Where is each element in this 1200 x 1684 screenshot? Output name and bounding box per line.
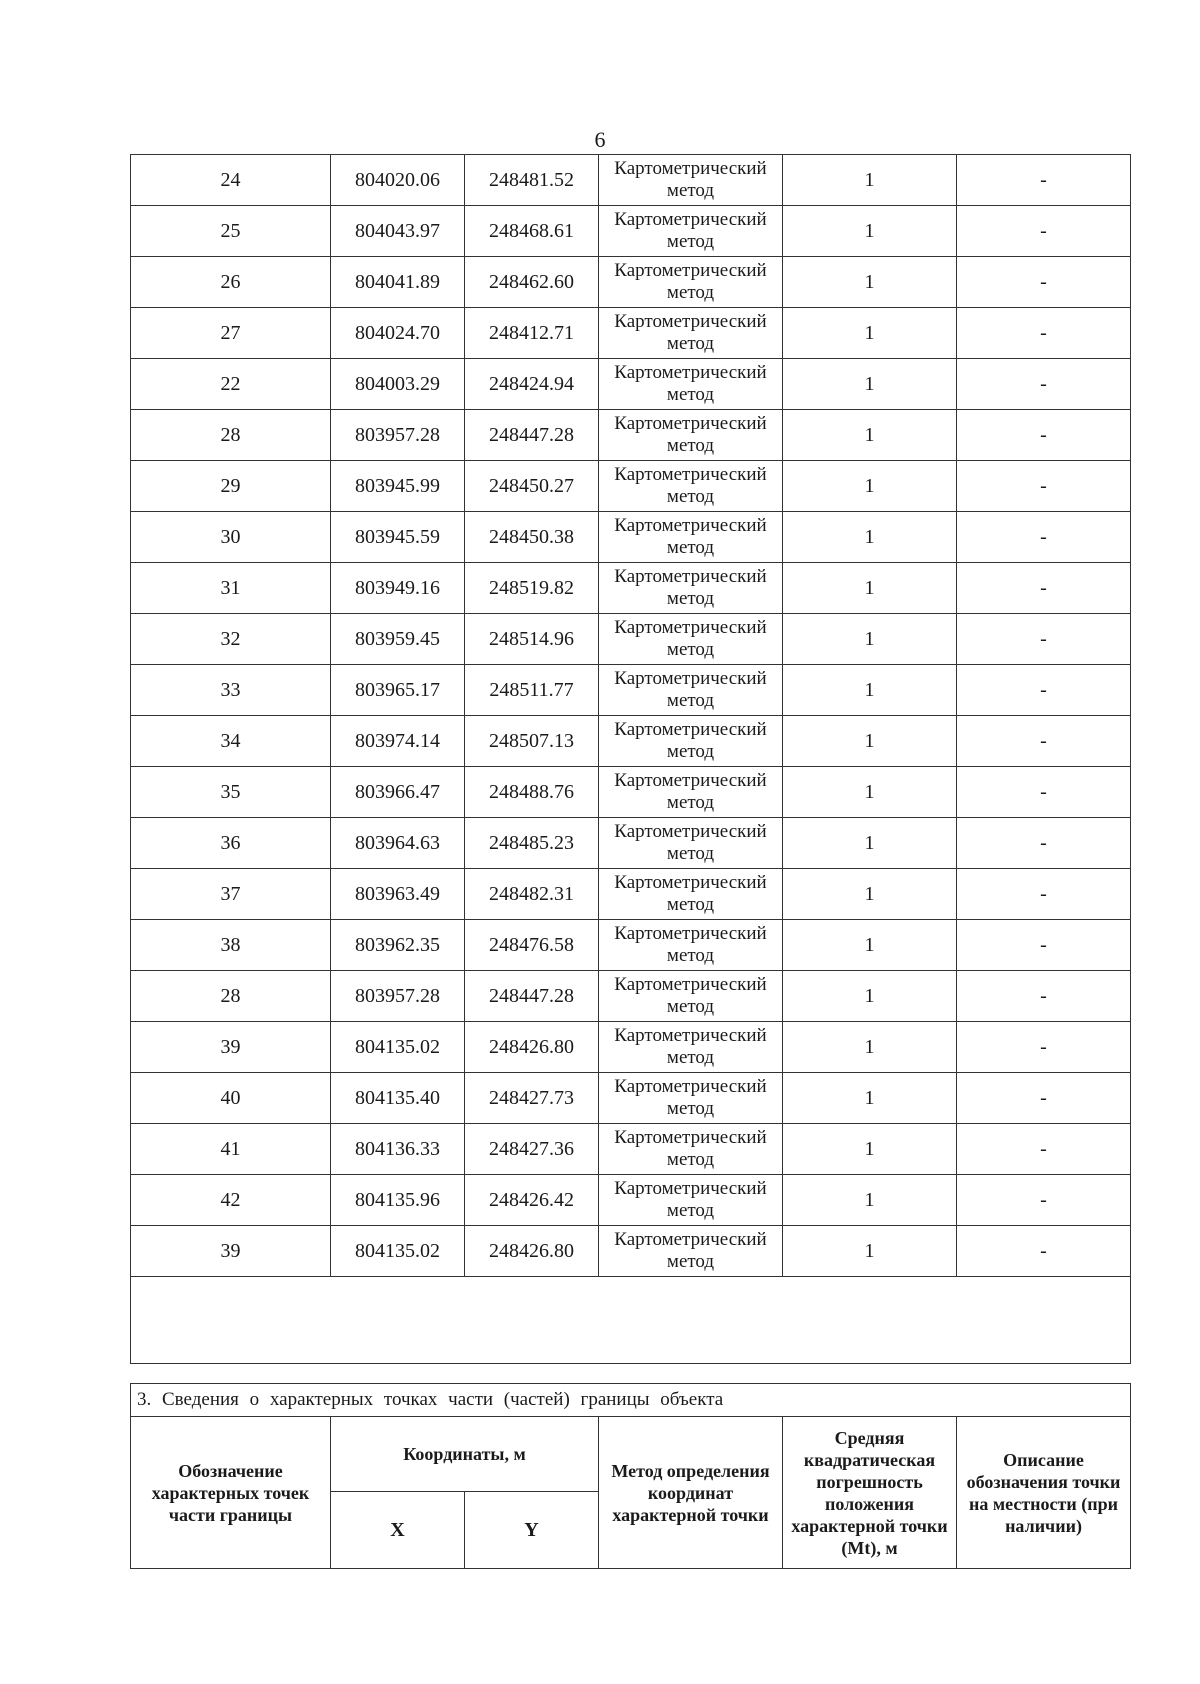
cell-accuracy: 1: [783, 1124, 957, 1175]
cell-y: 248427.36: [465, 1124, 599, 1175]
cell-description: -: [957, 1022, 1131, 1073]
table-row: [131, 971, 1131, 1022]
cell-accuracy: 1: [783, 563, 957, 614]
table-row: [131, 818, 1131, 869]
cell-point-number: 24: [131, 155, 331, 206]
cell-x: 803957.28: [331, 971, 465, 1022]
method-line2: метод: [666, 435, 715, 456]
cell-x: 804043.97: [331, 206, 465, 257]
cell-method: [599, 971, 783, 1022]
cell-description: -: [957, 512, 1131, 563]
cell-method: [599, 308, 783, 359]
cell-description: -: [957, 767, 1131, 818]
cell-point-number: 28: [131, 410, 331, 461]
cell-y: 248427.73: [465, 1073, 599, 1124]
cell-x: 803945.59: [331, 512, 465, 563]
cell-description: -: [957, 155, 1131, 206]
cell-method: [599, 359, 783, 410]
cell-x: 803964.63: [331, 818, 465, 869]
cell-y: 248447.28: [465, 971, 599, 1022]
cell-x: 804135.40: [331, 1073, 465, 1124]
cell-accuracy: 1: [783, 1022, 957, 1073]
method-line1: Картометрический: [614, 719, 767, 740]
cell-method: [599, 614, 783, 665]
cell-description: -: [957, 461, 1131, 512]
cell-y: 248511.77: [465, 665, 599, 716]
page-number: 6: [594, 127, 606, 152]
cell-method: [599, 512, 783, 563]
method-line1: Картометрический: [614, 821, 767, 842]
cell-x: 804024.70: [331, 308, 465, 359]
method-line1: Картометрический: [614, 209, 767, 230]
table-row: [131, 1226, 1131, 1277]
cell-x: 803965.17: [331, 665, 465, 716]
cell-description: -: [957, 359, 1131, 410]
header-method: Метод определения координат характерной точки: [599, 1417, 783, 1569]
cell-description: -: [957, 614, 1131, 665]
method-line2: метод: [666, 945, 715, 966]
boundary-points-table: [130, 154, 1131, 1364]
cell-description: -: [957, 308, 1131, 359]
cell-y: 248424.94: [465, 359, 599, 410]
cell-point-number: 30: [131, 512, 331, 563]
cell-x: 803966.47: [331, 767, 465, 818]
cell-y: 248476.58: [465, 920, 599, 971]
cell-x: 803962.35: [331, 920, 465, 971]
table-row: [131, 665, 1131, 716]
method-line2: метод: [666, 741, 715, 762]
cell-method: [599, 155, 783, 206]
cell-point-number: 37: [131, 869, 331, 920]
method-line1: Картометрический: [614, 566, 767, 587]
cell-method: [599, 410, 783, 461]
method-line2: метод: [666, 792, 715, 813]
cell-description: -: [957, 665, 1131, 716]
method-line1: Картометрический: [614, 311, 767, 332]
header-description: Описание обозначения точки на местности (при наличии): [957, 1417, 1131, 1569]
cell-x: 803957.28: [331, 410, 465, 461]
cell-accuracy: 1: [783, 461, 957, 512]
method-line1: Картометрический: [614, 974, 767, 995]
cell-description: -: [957, 971, 1131, 1022]
method-line1: Картометрический: [614, 515, 767, 536]
cell-description: -: [957, 920, 1131, 971]
cell-accuracy: 1: [783, 716, 957, 767]
cell-x: 803949.16: [331, 563, 465, 614]
method-line2: метод: [666, 894, 715, 915]
cell-x: 803945.99: [331, 461, 465, 512]
cell-accuracy: 1: [783, 818, 957, 869]
cell-accuracy: 1: [783, 206, 957, 257]
cell-accuracy: 1: [783, 155, 957, 206]
cell-point-number: 29: [131, 461, 331, 512]
cell-description: -: [957, 410, 1131, 461]
method-line2: метод: [666, 1047, 715, 1068]
cell-description: -: [957, 818, 1131, 869]
cell-description: -: [957, 206, 1131, 257]
cell-point-number: 38: [131, 920, 331, 971]
table-row: [131, 716, 1131, 767]
method-line1: Картометрический: [614, 158, 767, 179]
cell-method: [599, 206, 783, 257]
cell-accuracy: 1: [783, 869, 957, 920]
cell-description: -: [957, 1073, 1131, 1124]
cell-x: 803974.14: [331, 716, 465, 767]
method-line2: метод: [666, 1149, 715, 1170]
header-y: Y: [465, 1492, 599, 1569]
method-line1: Картометрический: [614, 770, 767, 791]
table-row: [131, 1022, 1131, 1073]
cell-accuracy: 1: [783, 359, 957, 410]
cell-point-number: 22: [131, 359, 331, 410]
cell-y: 248488.76: [465, 767, 599, 818]
method-line2: метод: [666, 486, 715, 507]
table-row: [131, 614, 1131, 665]
table-row: [131, 869, 1131, 920]
cell-method: [599, 920, 783, 971]
cell-point-number: 36: [131, 818, 331, 869]
method-line2: метод: [666, 384, 715, 405]
method-line1: Картометрический: [614, 413, 767, 434]
cell-description: -: [957, 1124, 1131, 1175]
cell-y: 248507.13: [465, 716, 599, 767]
cell-point-number: 26: [131, 257, 331, 308]
cell-point-number: 32: [131, 614, 331, 665]
method-line1: Картометрический: [614, 872, 767, 893]
table-row: [131, 563, 1131, 614]
header-accuracy: Средняя квадратическая погрешность положения характерной точки (Mt), м: [783, 1417, 957, 1569]
cell-y: 248462.60: [465, 257, 599, 308]
cell-method: [599, 1022, 783, 1073]
table-row: [131, 1124, 1131, 1175]
cell-accuracy: 1: [783, 767, 957, 818]
cell-method: [599, 1073, 783, 1124]
cell-point-number: 33: [131, 665, 331, 716]
cell-description: -: [957, 869, 1131, 920]
cell-accuracy: 1: [783, 257, 957, 308]
method-line2: метод: [666, 1251, 715, 1272]
cell-method: [599, 818, 783, 869]
cell-method: [599, 563, 783, 614]
cell-method: [599, 461, 783, 512]
table-row: [131, 308, 1131, 359]
method-line1: Картометрический: [614, 464, 767, 485]
cell-accuracy: 1: [783, 920, 957, 971]
cell-description: -: [957, 1226, 1131, 1277]
method-line2: метод: [666, 537, 715, 558]
cell-y: 248481.52: [465, 155, 599, 206]
cell-point-number: 31: [131, 563, 331, 614]
section3-title: 3. Сведения о характерных точках части (частей) границы объекта: [131, 1384, 1131, 1417]
cell-y: 248519.82: [465, 563, 599, 614]
cell-point-number: 40: [131, 1073, 331, 1124]
method-line2: метод: [666, 1200, 715, 1221]
method-line2: метод: [666, 996, 715, 1017]
method-line1: Картометрический: [614, 1025, 767, 1046]
method-line2: метод: [666, 843, 715, 864]
cell-point-number: 28: [131, 971, 331, 1022]
cell-x: 803963.49: [331, 869, 465, 920]
cell-x: 803959.45: [331, 614, 465, 665]
table-row: [131, 206, 1131, 257]
cell-point-number: 25: [131, 206, 331, 257]
header-coordinates: Координаты, м: [331, 1417, 599, 1492]
cell-description: -: [957, 563, 1131, 614]
method-line1: Картометрический: [614, 1127, 767, 1148]
method-line2: метод: [666, 588, 715, 609]
method-line1: Картометрический: [614, 617, 767, 638]
cell-method: [599, 1175, 783, 1226]
method-line1: Картометрический: [614, 1229, 767, 1250]
cell-y: 248450.27: [465, 461, 599, 512]
method-line2: метод: [666, 231, 715, 252]
cell-point-number: 39: [131, 1226, 331, 1277]
cell-x: 804003.29: [331, 359, 465, 410]
cell-y: 248426.80: [465, 1226, 599, 1277]
cell-y: 248426.42: [465, 1175, 599, 1226]
header-point-designation: Обозначение характерных точек части границы: [131, 1417, 331, 1569]
cell-method: [599, 257, 783, 308]
table-row: [131, 1073, 1131, 1124]
cell-description: -: [957, 1175, 1131, 1226]
cell-x: 804135.02: [331, 1226, 465, 1277]
cell-y: 248412.71: [465, 308, 599, 359]
cell-point-number: 35: [131, 767, 331, 818]
method-line1: Картометрический: [614, 923, 767, 944]
cell-x: 804136.33: [331, 1124, 465, 1175]
method-line2: метод: [666, 1098, 715, 1119]
cell-point-number: 34: [131, 716, 331, 767]
cell-method: [599, 767, 783, 818]
table-row: [131, 257, 1131, 308]
table-row: [131, 359, 1131, 410]
cell-accuracy: 1: [783, 971, 957, 1022]
table-row: [131, 410, 1131, 461]
blank-cell: [131, 1277, 1131, 1364]
cell-x: 804020.06: [331, 155, 465, 206]
cell-accuracy: 1: [783, 308, 957, 359]
method-line1: Картометрический: [614, 1076, 767, 1097]
cell-accuracy: 1: [783, 1175, 957, 1226]
cell-accuracy: 1: [783, 665, 957, 716]
cell-x: 804135.02: [331, 1022, 465, 1073]
blank-row: [131, 1277, 1131, 1364]
table-row: [131, 767, 1131, 818]
method-line1: Картометрический: [614, 260, 767, 281]
table-row: [131, 155, 1131, 206]
cell-method: [599, 1124, 783, 1175]
cell-method: [599, 716, 783, 767]
cell-description: -: [957, 716, 1131, 767]
cell-method: [599, 665, 783, 716]
table-row: [131, 1175, 1131, 1226]
cell-description: -: [957, 257, 1131, 308]
header-x: X: [331, 1492, 465, 1569]
cell-point-number: 42: [131, 1175, 331, 1226]
cell-accuracy: 1: [783, 512, 957, 563]
method-line2: метод: [666, 639, 715, 660]
cell-x: 804135.96: [331, 1175, 465, 1226]
cell-method: [599, 1226, 783, 1277]
method-line2: метод: [666, 180, 715, 201]
method-line2: метод: [666, 690, 715, 711]
cell-accuracy: 1: [783, 1226, 957, 1277]
cell-accuracy: 1: [783, 410, 957, 461]
method-line1: Картометрический: [614, 362, 767, 383]
table-row: [131, 512, 1131, 563]
section3-table: [130, 1383, 1131, 1569]
cell-point-number: 41: [131, 1124, 331, 1175]
method-line1: Картометрический: [614, 1178, 767, 1199]
method-line2: метод: [666, 282, 715, 303]
cell-y: 248426.80: [465, 1022, 599, 1073]
cell-y: 248514.96: [465, 614, 599, 665]
table-row: [131, 461, 1131, 512]
table-row: [131, 920, 1131, 971]
cell-point-number: 27: [131, 308, 331, 359]
cell-point-number: 39: [131, 1022, 331, 1073]
cell-method: [599, 869, 783, 920]
cell-y: 248468.61: [465, 206, 599, 257]
cell-accuracy: 1: [783, 614, 957, 665]
cell-x: 804041.89: [331, 257, 465, 308]
cell-accuracy: 1: [783, 1073, 957, 1124]
method-line2: метод: [666, 333, 715, 354]
cell-y: 248485.23: [465, 818, 599, 869]
cell-y: 248482.31: [465, 869, 599, 920]
cell-y: 248450.38: [465, 512, 599, 563]
cell-y: 248447.28: [465, 410, 599, 461]
method-line1: Картометрический: [614, 668, 767, 689]
